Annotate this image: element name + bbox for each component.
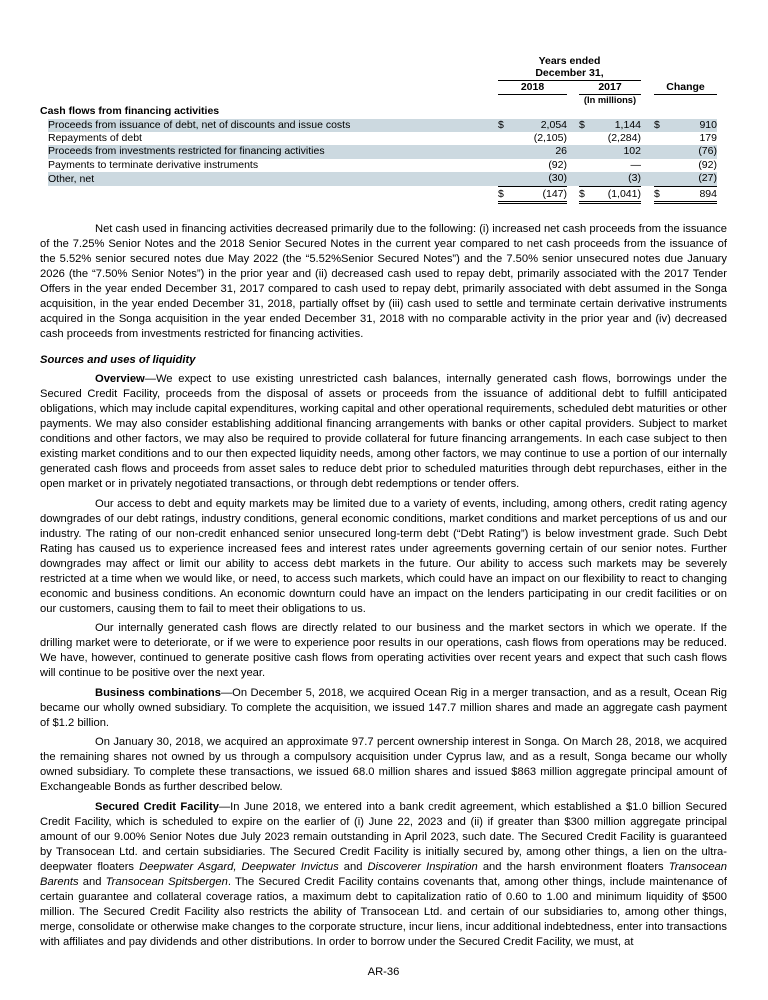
value-cell: 102	[593, 145, 641, 158]
dollar-sign-cell	[654, 132, 668, 145]
paragraph-text: and the harsh environment floaters	[477, 860, 669, 873]
paragraph-net-cash-financing	[40, 222, 727, 342]
page-number: AR-36	[367, 966, 400, 978]
paragraph-lead: Overview	[95, 373, 145, 386]
body-text	[40, 222, 727, 950]
dollar-sign-cell: $	[498, 119, 512, 132]
in-millions-label: (In millions)	[583, 94, 637, 105]
dollar-sign-cell	[498, 172, 512, 186]
spacer-cell	[567, 145, 579, 158]
dollar-sign-cell	[498, 132, 512, 145]
value-cell: (76)	[668, 145, 717, 158]
vessel-name: Transocean Barents	[40, 860, 727, 888]
value-cell: 894	[668, 186, 717, 202]
spacer-cell	[641, 119, 654, 132]
spacer-cell	[40, 132, 48, 145]
dollar-sign-cell	[654, 145, 668, 158]
spacer-cell	[567, 132, 579, 145]
vessel-name: Discoverer Inspiration	[367, 860, 478, 873]
column-header-2018: 2018	[498, 80, 567, 94]
table-section-row	[40, 105, 717, 119]
spacer-cell	[40, 186, 48, 202]
years-ended-label: Years ended	[538, 55, 601, 67]
table-row	[40, 145, 717, 158]
spacer-cell	[641, 186, 654, 202]
paragraph-debt-equity-markets	[40, 497, 727, 617]
dollar-sign-cell	[579, 172, 593, 186]
dollar-sign-cell: $	[579, 119, 593, 132]
paragraph-internally-generated-cash-flows	[40, 621, 727, 681]
spacer-cell	[641, 132, 654, 145]
table-header-row-units	[40, 94, 717, 105]
table-row	[40, 172, 717, 186]
spacer-cell	[567, 159, 579, 172]
table-row	[40, 119, 717, 132]
value-cell: 179	[699, 131, 717, 144]
table-body	[40, 119, 717, 203]
value-cell: 26	[512, 145, 567, 158]
paragraph-text: —On December 5, 2018, we acquired Ocean Rig in a merger transaction, and as a result, Ocean Rig became our wholly owned subsidiary. To complete the acquisition, we issued 147.7 million shares and made an aggregate cash payment of $1.2 billion.	[40, 686, 727, 729]
value-cell: (92)	[698, 158, 717, 171]
spacer-cell	[641, 159, 654, 172]
spacer-cell	[40, 172, 48, 186]
row-label: Proceeds from investments restricted for financing activities	[48, 145, 498, 158]
dollar-sign-cell	[579, 132, 593, 145]
row-label: Repayments of debt	[48, 131, 142, 144]
table-row	[40, 132, 717, 145]
dollar-sign-cell	[498, 159, 512, 172]
december-31-label: December 31,	[498, 67, 641, 80]
value-cell: —	[630, 158, 641, 171]
dollar-sign-cell	[579, 159, 593, 172]
row-label: Other, net	[48, 172, 498, 186]
value-cell: (3)	[593, 172, 641, 186]
paragraph-lead: Secured Credit Facility	[95, 800, 219, 813]
spacer-cell	[641, 172, 654, 186]
paragraph-text: Net cash used in financing activities decreased primarily due to the following: (i) increased net cash proceeds from the issuance of the 7.25% Senior Notes and the 2018 Senior Secured Notes in the current year compared to net cash proceeds from the issuance of the 5.52% senior secured notes due May 2022 (the “5.52%Senior Secured Notes”) and the 7.50% senior unsecured notes due January 2026 (the “7.50% Senior Notes”) in the prior year and (ii) decreased cash used to repay debt, primarily associated with the 2017 Tender Offers in the year ended December 31, 2017 compared to cash used to repay debt, primarily associated with debt assumed in the Songa acquisition, in the year ended December 31, 2018, partially offset by (iii) cash used to settle and terminate certain derivative instruments acquired in the Songa acquisition in the year ended December 31, 2018 with no comparable activity in the prior year and (iv) decreased cash proceeds from investments restricted for financing activities.	[40, 222, 727, 340]
row-label	[48, 186, 498, 202]
value-cell: (1,041)	[593, 186, 641, 202]
paragraph-lead: Business combinations	[95, 686, 221, 699]
spacer-cell	[567, 119, 579, 132]
spacer-cell	[40, 159, 48, 172]
paragraph-text: On January 30, 2018, we acquired an approximate 97.7 percent ownership interest in Songa. On March 28, 2018, we acquired the remaining shares not owned by us through a compulsory acquisition under Cyprus law, and as a result, Songa became our wholly owned subsidiary. To complete these transactions, we issued 68.0 million shares and issued $863 million aggregate principal amount of Exchangeable Bonds as further described below.	[40, 736, 727, 794]
dollar-sign-cell	[654, 159, 668, 172]
paragraph-secured-credit-facility	[40, 800, 727, 950]
table-row	[40, 159, 717, 172]
spacer-cell	[641, 145, 654, 158]
heading-sources-uses-liquidity: Sources and uses of liquidity	[40, 353, 196, 366]
dollar-sign-cell: $	[654, 119, 668, 132]
spacer-cell	[567, 186, 579, 202]
paragraph-songa-acquisition	[40, 735, 727, 795]
section-label-cash-flows-financing: Cash flows from financing activities	[40, 105, 220, 117]
table-row	[40, 186, 717, 202]
dollar-sign-cell: $	[498, 186, 512, 202]
paragraph-business-combinations	[40, 686, 727, 731]
dollar-sign-cell	[579, 145, 593, 158]
column-header-change: Change	[654, 80, 717, 94]
paragraph-text: and	[78, 875, 106, 888]
spacer-cell	[40, 119, 48, 132]
paragraph-text: —We expect to use existing unrestricted cash balances, internally generated cash flows, borrowings under the Secured Credit Facility, proceeds from the disposal of assets or proceeds from the issuance of additional debt to fulfill anticipated obligations, which may include capital expenditures, working capital and other operational requirements, scheduled debt maturities or other payments. We may also consider establishing additional financing arrangements with banks or other capital providers. Subject to market conditions and other factors, we may also be required to provide collateral for future financing arrangements. In each case subject to then existing market conditions and to our then expected liquidity needs, among other factors, we may continue to use a portion of our internally generated cash flows and proceeds from asset sales to reduce debt prior to scheduled maturities through debt repurchases, either in the open market or in privately negotiated transactions, or through debt redemptions or tender offers.	[40, 373, 727, 491]
table-header-row-december	[40, 67, 717, 80]
vessel-name: Transocean Spitsbergen	[105, 875, 228, 888]
table-header-row-years-ended	[40, 55, 717, 67]
paragraph-text: Our internally generated cash flows are directly related to our business and the market sectors in which we operate. If the drilling market were to deteriorate, or if we were to experience poor results in our operations, cash flows from operations may be reduced. We have, however, continued to generate positive cash flows from operating activities over recent years and expect that such cash flows will continue to be positive over the next year.	[40, 622, 727, 680]
dollar-sign-cell	[498, 145, 512, 158]
value-cell: (147)	[512, 186, 567, 202]
dollar-sign-cell: $	[654, 186, 668, 202]
paragraph-text: —In June 2018, we entered into a bank credit agreement, which established a $1.0 billion Secured Credit Facility, which is scheduled to expire on the earlier of (i) June 22, 2023 and (ii) if greater than $300 million aggregate principal amount of our 9.00% Senior Notes due July 2023 remain outstanding in April 2023, such date. The Secured Credit Facility is guaranteed by Transocean Ltd. and certain subsidiaries. The Secured Credit Facility is initially secured by, among other things, a lien on the ultra-deepwater floaters	[40, 800, 727, 873]
value-cell: (2,105)	[533, 131, 567, 144]
dollar-sign-cell: $	[579, 186, 593, 202]
value-cell: 2,054	[512, 119, 567, 132]
paragraph-overview	[40, 372, 727, 492]
spacer-cell	[40, 145, 48, 158]
paragraph-text: . The Secured Credit Facility contains covenants that, among other things, include maintenance of certain guarantee and collateral coverage ratios, a maximum debt to capitalization ratio of 0.60 to 1.00 and minimum liquidity of $500 million. The Secured Credit Facility also restricts the ability of Transocean Ltd. and certain of our subsidiaries to, among other things, merge, consolidate or otherwise make changes to the corporate structure, incur liens, incur additional indebtedness, enter into transactions with affiliates and pay dividends and other distributions. In order to borrow under the Secured Credit Facility, we must, at	[40, 875, 728, 948]
column-header-2017: 2017	[579, 80, 641, 94]
value-cell: (30)	[512, 172, 567, 186]
vessel-name: Deepwater Asgard, Deepwater Invictus	[139, 860, 339, 873]
financing-activities-table	[40, 55, 717, 204]
paragraph-text: Our access to debt and equity markets may be limited due to a variety of events, including, among others, credit rating agency downgrades of our debt ratings, industry conditions, general economic conditions, market conditions and market perceptions of us and our industry. The rating of our non-credit enhanced senior unsecured long-term debt (“Debt Rating”) is below investment grade. Such Debt Rating has caused us to experience increased fees and interest rates under agreements governing certain of our senior notes. Further downgrades may affect or limit our ability to access debt markets in the future. Our ability to access such markets may be severely restricted at a time when we would like, or need, to access such markets, which could have an impact on our flexibility to react to changing economic and business conditions. An economic downturn could have an impact on the lenders participating in our credit facilities or on our customers, causing them to fail to meet their obligations to us.	[40, 497, 727, 615]
spacer-cell	[567, 172, 579, 186]
row-label: Payments to terminate derivative instruments	[48, 158, 259, 171]
value-cell: (2,284)	[607, 131, 641, 144]
row-label: Proceeds from issuance of debt, net of discounts and issue costs	[48, 119, 498, 132]
dollar-sign-cell	[654, 172, 668, 186]
value-cell: (27)	[668, 172, 717, 186]
value-cell: 1,144	[593, 119, 641, 132]
paragraph-text: and	[338, 860, 368, 873]
value-cell: 910	[668, 119, 717, 132]
table-header-row-columns	[40, 80, 717, 94]
value-cell: (92)	[548, 158, 567, 171]
